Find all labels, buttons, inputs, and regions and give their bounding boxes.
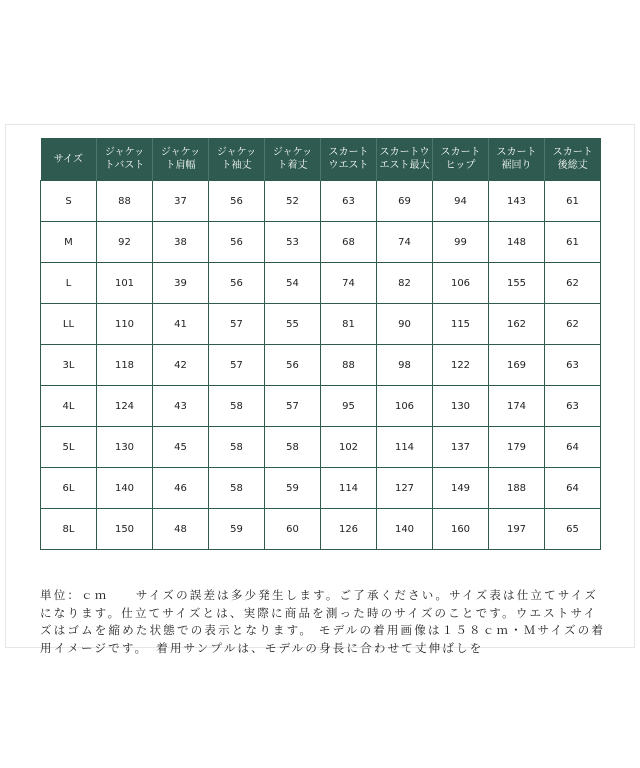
measurement-cell: 88 (321, 345, 377, 386)
measurement-cell: 58 (209, 386, 265, 427)
measurement-cell: 155 (489, 263, 545, 304)
size-label-cell: LL (41, 304, 97, 345)
column-header: ジャケッ ト袖丈 (209, 138, 265, 181)
measurement-cell: 124 (97, 386, 153, 427)
measurement-cell: 126 (321, 509, 377, 550)
column-header: スカートウ エスト最大 (377, 138, 433, 181)
measurement-cell: 162 (489, 304, 545, 345)
measurement-cell: 57 (265, 386, 321, 427)
column-header: スカート 裾回り (489, 138, 545, 181)
measurement-cell: 197 (489, 509, 545, 550)
table-row (41, 222, 601, 263)
column-header: スカート 後総丈 (545, 138, 601, 181)
measurement-cell: 114 (377, 427, 433, 468)
measurement-cell: 59 (265, 468, 321, 509)
measurement-cell: 90 (377, 304, 433, 345)
measurement-cell: 130 (433, 386, 489, 427)
measurement-cell: 92 (97, 222, 153, 263)
measurement-cell: 160 (433, 509, 489, 550)
measurement-cell: 63 (545, 345, 601, 386)
size-label-cell: M (41, 222, 97, 263)
table-row (41, 427, 601, 468)
size-label-cell: 3L (41, 345, 97, 386)
measurement-cell: 57 (209, 304, 265, 345)
measurement-cell: 48 (153, 509, 209, 550)
measurement-cell: 94 (433, 181, 489, 222)
measurement-cell: 150 (97, 509, 153, 550)
size-label-cell: 4L (41, 386, 97, 427)
measurement-cell: 54 (265, 263, 321, 304)
measurement-cell: 140 (97, 468, 153, 509)
measurement-cell: 179 (489, 427, 545, 468)
size-label-cell: 6L (41, 468, 97, 509)
size-chart-table (40, 138, 601, 550)
measurement-cell: 169 (489, 345, 545, 386)
measurement-cell: 42 (153, 345, 209, 386)
measurement-cell: 95 (321, 386, 377, 427)
measurement-cell: 174 (489, 386, 545, 427)
column-header: ジャケッ ト着丈 (265, 138, 321, 181)
measurement-cell: 149 (433, 468, 489, 509)
measurement-cell: 58 (265, 427, 321, 468)
size-label-cell: 5L (41, 427, 97, 468)
measurement-cell: 64 (545, 468, 601, 509)
measurement-cell: 82 (377, 263, 433, 304)
measurement-cell: 88 (97, 181, 153, 222)
measurement-cell: 52 (265, 181, 321, 222)
measurement-cell: 127 (377, 468, 433, 509)
measurement-cell: 61 (545, 181, 601, 222)
measurement-cell: 137 (433, 427, 489, 468)
measurement-cell: 74 (321, 263, 377, 304)
measurement-cell: 115 (433, 304, 489, 345)
measurement-cell: 56 (209, 222, 265, 263)
measurement-cell: 81 (321, 304, 377, 345)
measurement-cell: 58 (209, 427, 265, 468)
measurement-cell: 102 (321, 427, 377, 468)
measurement-cell: 56 (265, 345, 321, 386)
measurement-cell: 114 (321, 468, 377, 509)
measurement-cell: 41 (153, 304, 209, 345)
column-header: ジャケッ ト肩幅 (153, 138, 209, 181)
table-body (41, 181, 601, 550)
measurement-cell: 39 (153, 263, 209, 304)
column-header: スカート ヒップ (433, 138, 489, 181)
measurement-cell: 56 (209, 263, 265, 304)
measurement-cell: 65 (545, 509, 601, 550)
measurement-cell: 62 (545, 304, 601, 345)
measurement-cell: 55 (265, 304, 321, 345)
table-row (41, 181, 601, 222)
measurement-cell: 59 (209, 509, 265, 550)
measurement-cell: 99 (433, 222, 489, 263)
measurement-cell: 140 (377, 509, 433, 550)
measurement-cell: 43 (153, 386, 209, 427)
measurement-cell: 130 (97, 427, 153, 468)
measurement-cell: 63 (545, 386, 601, 427)
measurement-cell: 98 (377, 345, 433, 386)
table-row (41, 304, 601, 345)
column-header: ジャケッ トバスト (97, 138, 153, 181)
measurement-cell: 118 (97, 345, 153, 386)
measurement-cell: 56 (209, 181, 265, 222)
size-label-cell: L (41, 263, 97, 304)
measurement-cell: 110 (97, 304, 153, 345)
measurement-cell: 68 (321, 222, 377, 263)
measurement-cell: 61 (545, 222, 601, 263)
measurement-cell: 188 (489, 468, 545, 509)
measurement-cell: 143 (489, 181, 545, 222)
measurement-cell: 37 (153, 181, 209, 222)
measurement-cell: 46 (153, 468, 209, 509)
table-row (41, 386, 601, 427)
measurement-cell: 38 (153, 222, 209, 263)
column-header-size: サイズ (41, 138, 97, 181)
measurement-cell: 148 (489, 222, 545, 263)
measurement-cell: 57 (209, 345, 265, 386)
column-header: スカート ウエスト (321, 138, 377, 181)
measurement-cell: 106 (433, 263, 489, 304)
measurement-cell: 45 (153, 427, 209, 468)
measurement-cell: 74 (377, 222, 433, 263)
measurement-cell: 58 (209, 468, 265, 509)
measurement-cell: 62 (545, 263, 601, 304)
table-header-row (41, 138, 601, 181)
measurement-cell: 60 (265, 509, 321, 550)
size-label-cell: 8L (41, 509, 97, 550)
measurement-cell: 53 (265, 222, 321, 263)
table-row (41, 509, 601, 550)
table-row (41, 263, 601, 304)
measurement-cell: 122 (433, 345, 489, 386)
size-label-cell: S (41, 181, 97, 222)
size-note-text: 単位：ｃｍ サイズの誤差は多少発生します。ご了承ください。サイズ表は仕立てサイズになります。仕立てサイズとは、実際に商品を測った時のサイズのことです。ウエストサイズはゴムを縮めた状態での表示となります。 モデルの着用画像は１５８ｃｍ・Ｍサイズの着用イメージです。 着用サンプルは、モデルの身長に合わせて丈伸ばしを (40, 588, 606, 655)
table-row (41, 468, 601, 509)
table-row (41, 345, 601, 386)
measurement-cell: 63 (321, 181, 377, 222)
measurement-cell: 69 (377, 181, 433, 222)
measurement-cell: 64 (545, 427, 601, 468)
measurement-cell: 106 (377, 386, 433, 427)
measurement-cell: 101 (97, 263, 153, 304)
